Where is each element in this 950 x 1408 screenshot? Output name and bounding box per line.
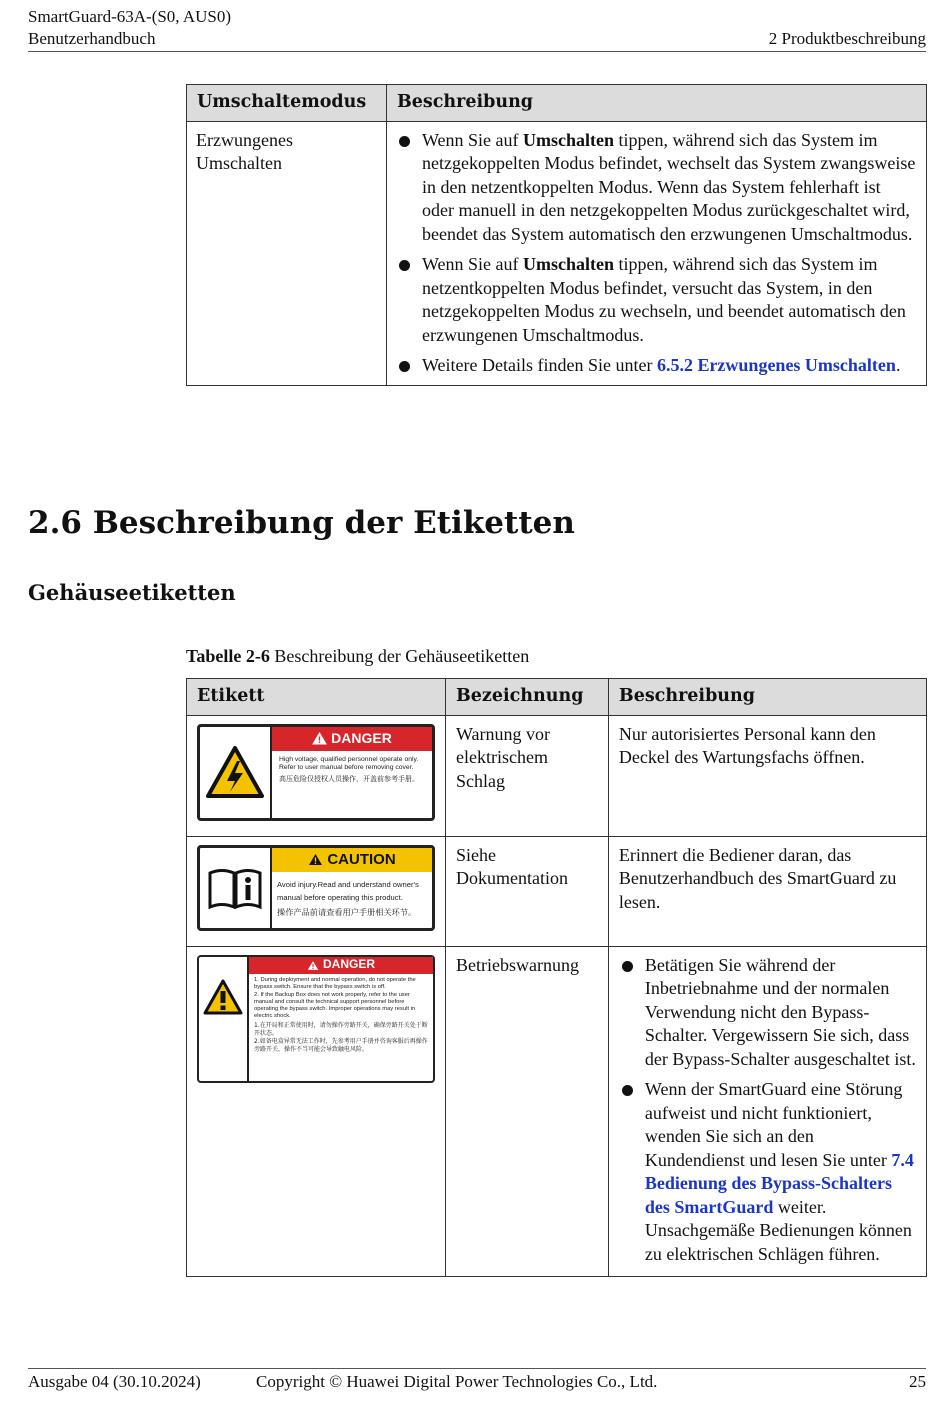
bullet-icon [399,136,410,147]
table-row [187,836,927,946]
caution-triangle-icon [308,853,323,866]
description-cell [386,121,926,385]
electric-shock-warning-icon [205,745,265,799]
description-cell: Nur autorisiertes Personal kann den Deckel des Wartungsfachs öffnen. [608,715,926,836]
list-item: Wenn Sie auf Umschalten tippen, während sich das System im netzentkoppelten Modus befindet, versucht das System, in den netzgekoppelten Modus zu wechseln, und beendet automatisch den erzwungenen Umschaltmodus. [396,253,916,347]
col-header-description: Beschreibung [386,85,926,122]
label-text-cn: 高压危险仅授权人员操作，开盖前参考手册。 [279,774,419,783]
subsection-title: Gehäuseetiketten [28,580,236,605]
description-cell [608,946,926,1277]
name-cell: Warnung vor elektrischem Schlag [446,715,609,836]
label-heading: CAUTION [327,850,396,868]
label-text-cn: 2.如备电盒异常无法工作时，先参考用户手册并咨询客服后再操作旁路开关，操作不当可能会导致触电风险。 [254,1037,428,1053]
header-manual: Benutzerhandbuch [28,29,156,48]
table-header-row [187,679,927,716]
page-footer [28,1368,926,1391]
bullet-list [619,954,916,1267]
bypass-danger-label [197,955,435,1083]
name-cell: Betriebswarnung [446,946,609,1277]
label-image-cell [187,946,446,1277]
header-product: SmartGuard-63A-(S0, AUS0) [28,7,232,26]
bullet-list [396,129,916,378]
footer-copyright: Copyright © Huawei Digital Power Technologies Co., Ltd. [256,1372,658,1391]
label-table [186,678,927,1277]
list-item: Betätigen Sie während der Inbetriebnahme und der normalen Verwendung nicht den Bypass-Schalter. Vergewissern Sie sich, dass der Bypass-Schalter ausgeschaltet ist. [619,954,916,1072]
switch-mode-table [186,84,927,386]
col-header-mode: Umschaltemodus [187,85,387,122]
list-item: Wenn Sie auf Umschalten tippen, während sich das System im netzgekoppelten Modus befindet, wechselt das System zwangsweise in den netzentkoppelten Modus. Wenn das System fehlerhaft ist oder manuell in den netzgekoppelten Modus zurückgeschaltet wird, beendet das System automatisch den erzwungenen Umschaltmodus. [396,129,916,247]
table-row [187,121,927,385]
caution-manual-label [197,845,435,931]
table-row [187,715,927,836]
bullet-icon [622,1085,633,1096]
label-heading: DANGER [322,957,375,972]
bullet-icon [399,260,410,271]
footer-issue: Ausgabe 04 (30.10.2024) [28,1372,201,1391]
col-header-description: Beschreibung [608,679,926,716]
label-text: Avoid injury.Read and understand owner's manual before operating this product. [277,879,419,902]
list-item: Weitere Details finden Sie unter 6.5.2 Erzwungenes Umschalten. [396,354,916,378]
danger-triangle-icon [312,732,327,745]
name-cell: Siehe Dokumentation [446,836,609,946]
col-header-name: Bezeichnung [446,679,609,716]
general-warning-icon [203,979,243,1015]
label-text-cn: 1.在开局和正常使用时，请勿操作旁路开关，确保旁路开关处于断开状态。 [254,1021,428,1037]
label-text-cn: 操作产品前请查看用户手册相关环节。 [277,906,417,917]
page-number: 25 [909,1372,926,1391]
label-heading: DANGER [331,729,392,746]
label-text: 1. During deployment and normal operation, do not operate the bypass switch. Ensure that the bypass switch is off. [254,976,416,990]
danger-shock-label [197,724,435,821]
link-forced-switching[interactable]: 6.5.2 Erzwungenes Umschalten [656,355,896,375]
label-image-cell [187,715,446,836]
table-header-row [187,85,927,122]
bullet-icon [399,361,410,372]
table-caption: Tabelle 2-6 Beschreibung der Gehäuseetiketten [186,646,530,666]
description-cell: Erinnert die Bediener daran, das Benutzerhandbuch des SmartGuard zu lesen. [608,836,926,946]
danger-triangle-icon [307,960,319,971]
bullet-icon [622,961,633,972]
label-image-cell [187,836,446,946]
label-text: High voltage, qualified personnel operate only. Refer to user manual before removing cover. [279,755,419,771]
mode-cell: Erzwungenes Umschalten [187,121,387,385]
col-header-label: Etikett [187,679,446,716]
table-row [187,946,927,1277]
list-item: Wenn der SmartGuard eine Störung aufweist und nicht funktioniert, wenden Sie sich an den Kundendienst und lesen Sie unter 7.4 Bedienung des Bypass-Schalters des SmartGuard weiter. Unsachgemäße Bedienungen können zu elektrischen Schlägen führen. [619,1078,916,1266]
label-text: 2. If the Backup Box does not work properly, refer to the user manual and consult the technical support personnel before operating the bypass switch. Improper operations may result in electric shock. [254,991,416,1019]
page-header [28,6,926,52]
header-chapter: 2 Produktbeschreibung [768,29,926,48]
section-title: 2.6 Beschreibung der Etiketten [28,505,575,541]
link-bypass-switch[interactable]: 7.4 Bedienung des Bypass-Schalters des SmartGuard [644,1149,914,1217]
read-manual-icon [206,865,264,911]
